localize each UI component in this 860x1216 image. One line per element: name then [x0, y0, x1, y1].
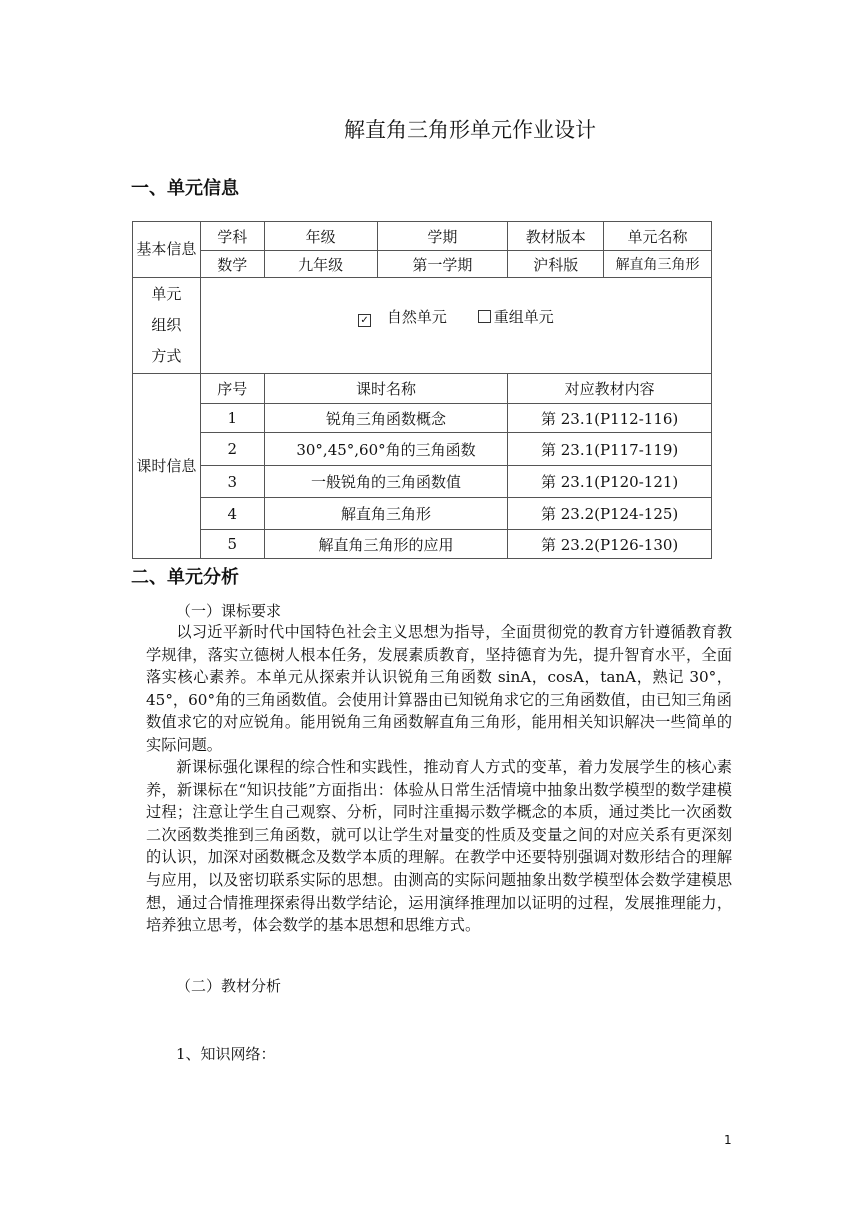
- header-cell: 年级: [264, 222, 377, 251]
- lesson-ref: 第 23.1(P117-119): [508, 433, 712, 466]
- checkbox-checked-icon: ✓: [358, 314, 371, 327]
- value-cell: 解直角三角形: [604, 251, 712, 278]
- paragraph-new-standard: 新课标强化课程的综合性和实践性，推动育人方式的变革，着力发展学生的核心素养，新课标在“知识技能”方面指出：体验从日常生活情境中抽象出数学模型的数学建模过程；注意让学生自己观察、分析，同时注重揭示数学概念的本质，通过类比一次函数二次函数类推到三角函数，就可以让学生对量变的性质及变量之间的对应关系有更深刻的认识，加深对函数概念及数学本质的理解。在教学中还要特别强调对数形结合的理解与应用，以及密切联系实际的思想。由测高的实际问题抽象出数学模型体会数学建模思想，通过合情推理探索得出数学结论，运用演绎推理加以证明的过程，发展推理能力，培养独立思考，体会数学的基本思想和思维方式。: [146, 758, 732, 935]
- org-method-label: 单元 组织 方式: [133, 278, 201, 374]
- lesson-no: 2: [200, 433, 264, 466]
- value-cell: 第一学期: [377, 251, 508, 278]
- regroup-unit-label: 重组单元: [493, 308, 554, 326]
- subheading-knowledge-network: 1、知识网络：: [176, 1045, 276, 1063]
- page-title: 解直角三角形单元作业设计: [344, 118, 596, 142]
- paragraph-curriculum: 以习近平新时代中国特色社会主义思想为指导，全面贯彻党的教育方针遵循教育教学规律，落实立德树人根本任务，发展素质教育，坚持德育为先，提升智育水平，全面落实核心素养。本单元从探索并认识锐角三角函数 sinA，cosA，tanA，熟记 30°，45°，60°角的三角函数值。会使用计算器由已知锐角求它的三角函数值，由已知三角函数值求它的对应锐角。能用锐角三角函数解直角三角形，能用相关知识解决一些简单的实际问题。: [146, 623, 732, 754]
- org-method-options: [200, 278, 711, 374]
- lesson-header-name: 课时名称: [264, 374, 508, 404]
- lesson-no: 5: [200, 530, 264, 559]
- header-cell: 学科: [200, 222, 264, 251]
- lesson-header-ref: 对应教材内容: [508, 374, 712, 404]
- lesson-info-label: 课时信息: [133, 374, 201, 559]
- lesson-no: 3: [200, 466, 264, 498]
- subheading-curriculum: （一）课标要求: [176, 602, 282, 620]
- unit-info-table: [132, 221, 712, 559]
- lesson-ref: 第 23.2(P126-130): [508, 530, 712, 559]
- lesson-no: 4: [200, 498, 264, 530]
- header-cell: 教材版本: [508, 222, 604, 251]
- header-cell: 单元名称: [604, 222, 712, 251]
- lesson-header-no: 序号: [200, 374, 264, 404]
- section-heading-unit-analysis: 二、单元分析: [131, 567, 239, 588]
- natural-unit-label: 自然单元: [386, 308, 447, 326]
- value-cell: 九年级: [264, 251, 377, 278]
- natural-unit-checkbox[interactable]: [358, 308, 374, 326]
- value-cell: 数学: [200, 251, 264, 278]
- lesson-ref: 第 23.2(P124-125): [508, 498, 712, 530]
- checkbox-empty-icon: [478, 310, 491, 323]
- value-cell: 沪科版: [508, 251, 604, 278]
- section-heading-unit-info: 一、单元信息: [131, 178, 239, 199]
- lesson-name: 解直角三角形: [264, 498, 508, 530]
- regroup-unit-checkbox[interactable]: [478, 308, 494, 326]
- lesson-name: 30°,45°,60°角的三角函数: [264, 433, 508, 466]
- lesson-name: 锐角三角函数概念: [264, 404, 508, 433]
- subheading-textbook-analysis: （二）教材分析: [176, 977, 282, 995]
- lesson-name: 解直角三角形的应用: [264, 530, 508, 559]
- lesson-name: 一般锐角的三角函数值: [264, 466, 508, 498]
- lesson-no: 1: [200, 404, 264, 433]
- page-number: 1: [724, 1133, 732, 1147]
- basic-info-label: 基本信息: [133, 222, 201, 278]
- header-cell: 学期: [377, 222, 508, 251]
- lesson-ref: 第 23.1(P120-121): [508, 466, 712, 498]
- lesson-ref: 第 23.1(P112-116): [508, 404, 712, 433]
